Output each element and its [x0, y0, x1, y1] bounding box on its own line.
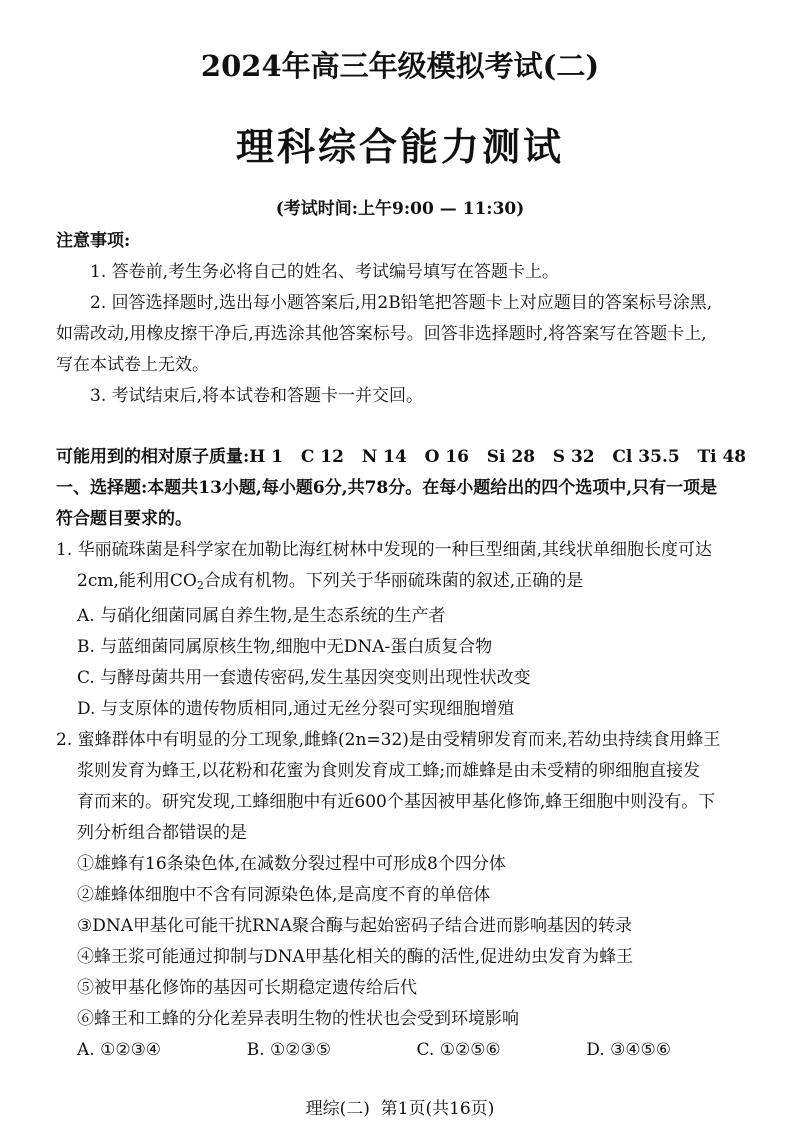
- exam-title: 2024年高三年级模拟考试(二): [200, 49, 600, 83]
- question-1: [56, 535, 756, 725]
- exam-content: [56, 226, 756, 1066]
- question-2-choice-b: B. ①②③⑤: [246, 1040, 332, 1060]
- question-2-choices: [56, 1035, 756, 1066]
- question-2-choice-a: A. ①②③④: [77, 1040, 162, 1060]
- subscript: 2: [196, 579, 204, 592]
- question-1-stem-line-2: [56, 566, 756, 601]
- section-1-heading: [56, 473, 756, 535]
- question-2-choice-c: C. ①②⑤⑥: [416, 1040, 501, 1060]
- question-2: [56, 725, 756, 1066]
- question-2-stem-line-2: 浆则发育为蜂王,以花粉和花蜜为食则发育成工蜂;而雄蜂是由未受精的卵细胞直接发: [77, 761, 701, 781]
- page-footer: 理综(二) 第1页(共16页): [305, 1099, 495, 1119]
- question-1-option-b: B. 与蓝细菌同属原核生物,细胞中无DNA-蛋白质复合物: [77, 637, 493, 657]
- notice-item-1: 1. 答卷前,考生务必将自己的姓名、考试编号填写在答题卡上。: [90, 262, 560, 282]
- exam-time: (考试时间:上午9:00 — 11:30): [275, 199, 525, 219]
- question-2-stem-line-1: 2. 蜜蜂群体中有明显的分工现象,雌蜂(2n=32)是由受精卵发育而来,若幼虫持续食用蜂王: [56, 730, 721, 750]
- notice-item-3: 3. 考试结束后,将本试卷和答题卡一并交回。: [90, 386, 424, 406]
- question-2-statement-6: ⑥蜂王和工蜂的分化差异表明生物的性状也会受到环境影响: [77, 1009, 519, 1029]
- question-2-stem-line-3: 育而来的。研究发现,工蜂细胞中有近600个基因被甲基化修饰,蜂王细胞中则没有。下: [77, 792, 716, 812]
- subject-title: 理科综合能力测试: [235, 124, 564, 169]
- question-1-option-a: A. 与硝化细菌同属自养生物,是生态系统的生产者: [77, 606, 446, 626]
- spacer: [56, 412, 756, 442]
- question-2-statement-1: ①雄蜂有16条染色体,在减数分裂过程中可形成8个四分体: [77, 854, 506, 874]
- notice-item-2-line-2: 如需改动,用橡皮擦干净后,再选涂其他答案标号。回答非选择题时,将答案写在答题卡上,: [56, 324, 707, 344]
- section-1-line-2: 符合题目要求的。: [56, 509, 192, 529]
- notice-heading: 注意事项:: [56, 231, 131, 251]
- question-1-option-c: C. 与酵母菌共用一套遗传密码,发生基因突变则出现性状改变: [77, 668, 531, 688]
- section-1-line-1: 一、选择题:本题共13小题,每小题6分,共78分。在每小题给出的四个选项中,只有一项是: [56, 478, 718, 498]
- question-2-statement-4: ④蜂王浆可能通过抑制与DNA甲基化相关的酶的活性,促进幼虫发育为蜂王: [77, 947, 634, 967]
- question-2-statement-2: ②雄蜂体细胞中不含有同源染色体,是高度不育的单倍体: [77, 885, 491, 905]
- atomic-masses: 可能用到的相对原子质量:H 1 C 12 N 14 O 16 Si 28 S 32 Cl 35.5 Ti 48: [56, 447, 747, 467]
- question-1-stem-text-a: 2cm,能利用CO: [77, 571, 197, 591]
- notice-item-2-line-3: 写在本试卷上无效。: [56, 355, 209, 375]
- question-2-statement-5: ⑤被甲基化修饰的基因可长期稳定遗传给后代: [77, 978, 417, 998]
- question-2-choice-d: D. ③④⑤⑥: [586, 1040, 672, 1060]
- question-1-option-d: D. 与支原体的遗传物质相同,通过无丝分裂可实现细胞增殖: [77, 699, 515, 719]
- question-1-stem-line-1: 1. 华丽硫珠菌是科学家在加勒比海红树林中发现的一种巨型细菌,其线状单细胞长度可达: [56, 540, 713, 560]
- notice-section: [56, 226, 756, 412]
- question-2-stem-line-4: 列分析组合都错误的是: [77, 823, 247, 843]
- question-1-stem-text-b: 合成有机物。下列关于华丽硫珠菌的叙述,正确的是: [203, 571, 584, 591]
- notice-item-2-line-1: 2. 回答选择题时,选出每小题答案后,用2B铅笔把答题卡上对应题目的答案标号涂黑,: [90, 293, 713, 313]
- question-2-statement-3: ③DNA甲基化可能干扰RNA聚合酶与起始密码子结合进而影响基因的转录: [77, 916, 632, 936]
